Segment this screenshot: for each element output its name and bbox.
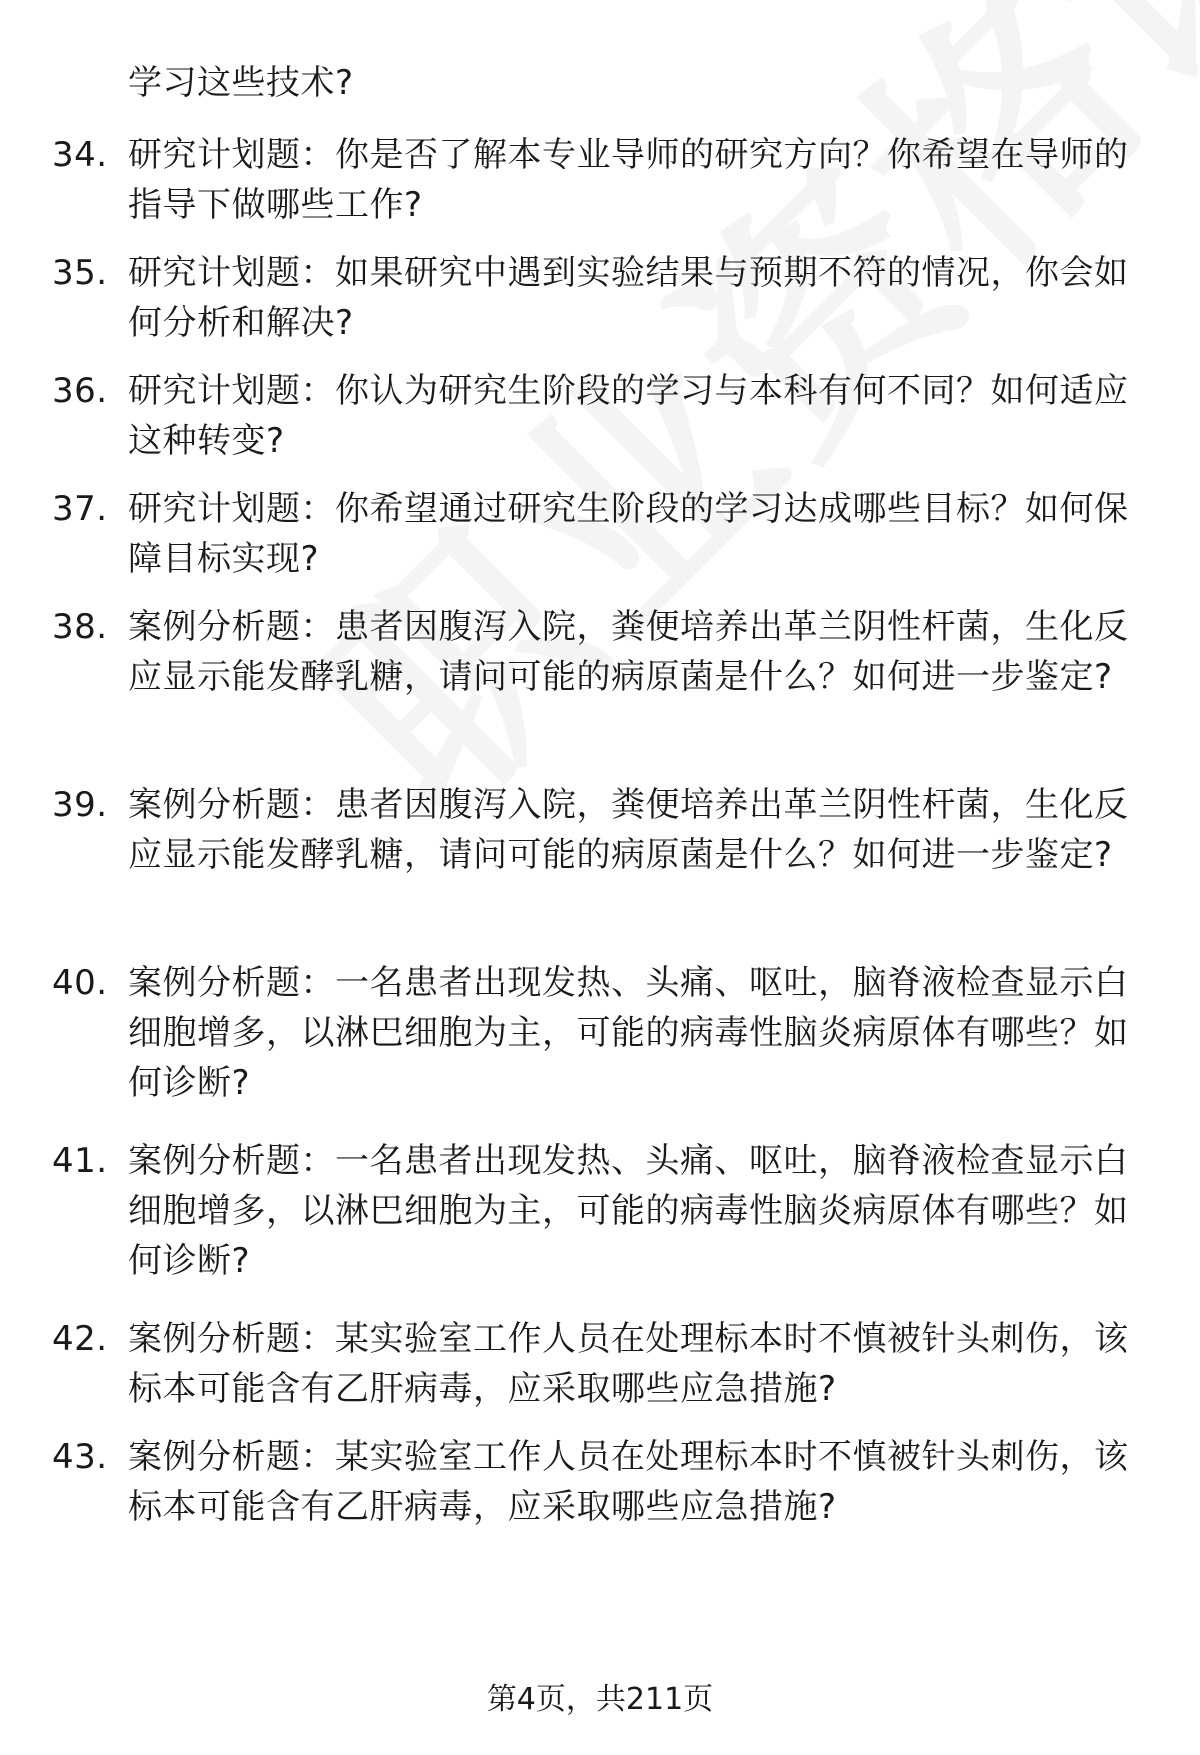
question-text: 案例分析题：一名患者出现发热、头痛、呕吐，脑脊液检查显示白细胞增多，以淋巴细胞为主，可能的病毒性脑炎病原体有哪些？如何诊断? (128, 1141, 1129, 1281)
question-number: 36. (52, 371, 108, 411)
question-text: 案例分析题：一名患者出现发热、头痛、呕吐，脑脊液检查显示白细胞增多，以淋巴细胞为主，可能的病毒性脑炎病原体有哪些？如何诊断? (128, 963, 1129, 1103)
question-text: 研究计划题：你认为研究生阶段的学习与本科有何不同？如何适应这种转变? (128, 371, 1129, 461)
question-item (52, 248, 1138, 348)
question-text: 案例分析题：某实验室工作人员在处理标本时不慎被针头刺伤，该标本可能含有乙肝病毒，应采取哪些应急措施? (128, 1437, 1129, 1527)
question-number: 34. (52, 135, 108, 175)
question-text: 研究计划题：如果研究中遇到实验结果与预期不符的情况，你会如何分析和解决? (128, 253, 1129, 343)
page-footer: 第4页，共211页 (486, 1682, 714, 1717)
question-item (52, 366, 1138, 466)
question-number: 42. (52, 1319, 108, 1359)
question-number: 37. (52, 489, 108, 529)
question-number: 40. (52, 963, 108, 1003)
question-text: 案例分析题：患者因腹泻入院，粪便培养出革兰阴性杆菌，生化反应显示能发酵乳糖，请问可能的病原菌是什么？如何进一步鉴定? (128, 785, 1129, 875)
question-item (52, 1432, 1138, 1532)
question-number: 39. (52, 785, 108, 825)
question-number: 35. (52, 253, 108, 293)
continuation-text: 学习这些技术? (128, 63, 354, 103)
question-item (52, 602, 1138, 702)
question-text: 研究计划题：你是否了解本专业导师的研究方向？你希望在导师的指导下做哪些工作? (128, 135, 1129, 225)
question-number: 41. (52, 1141, 108, 1181)
question-item (52, 484, 1138, 584)
question-item (52, 780, 1138, 880)
question-text: 研究计划题：你希望通过研究生阶段的学习达成哪些目标？如何保障目标实现? (128, 489, 1129, 579)
question-number: 38. (52, 607, 108, 647)
question-text: 案例分析题：某实验室工作人员在处理标本时不慎被针头刺伤，该标本可能含有乙肝病毒，应采取哪些应急措施? (128, 1319, 1129, 1409)
question-item (52, 1314, 1138, 1414)
question-text: 案例分析题：患者因腹泻入院，粪便培养出革兰阴性杆菌，生化反应显示能发酵乳糖，请问可能的病原菌是什么？如何进一步鉴定? (128, 607, 1129, 697)
question-item (52, 1136, 1138, 1286)
question-item (52, 958, 1138, 1108)
question-number: 43. (52, 1437, 108, 1477)
question-item (52, 130, 1138, 230)
